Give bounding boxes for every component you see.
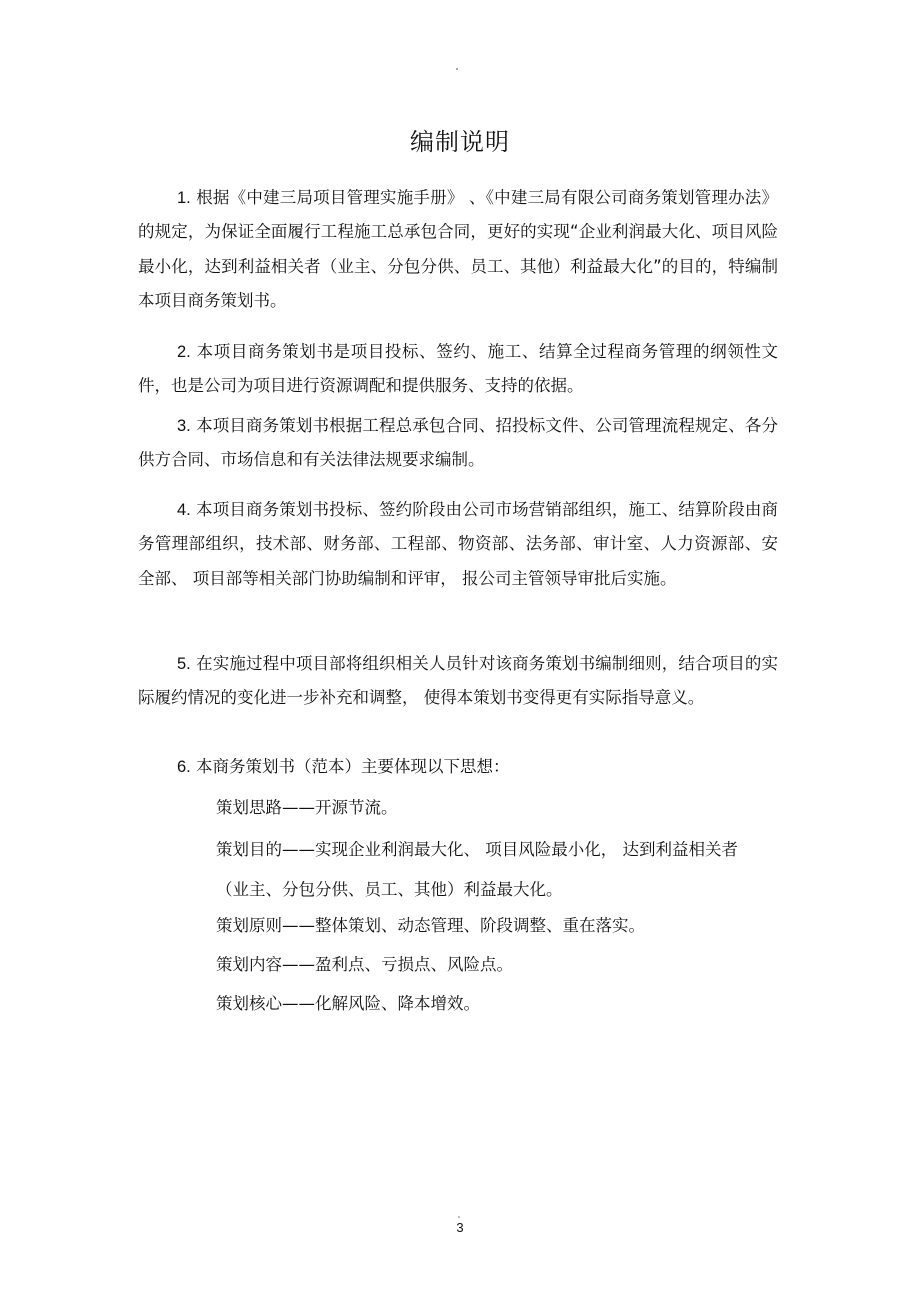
paragraph-number: 2. [177,343,191,361]
footer-mark [458,1216,460,1218]
paragraph-number: 6. [177,758,191,776]
paragraph-1 [138,181,778,319]
document-title: 编制说明 [410,128,510,156]
paragraph-text: 本项目商务策划书根据工程总承包合同、招投标文件、公司管理流程规定、各分供方合同、市场信息和有关法律法规要求编制。 [138,416,778,470]
idea-item-content: 策划内容——盈利点、亏损点、风险点。 [216,955,513,974]
paragraph-number: 1. [177,189,191,207]
paragraph-text: 根据《中建三局项目管理实施手册》 、《中建三局有限公司商务策划管理办法》的规定，为保证全面履行工程施工总承包合同，更好的实现“企业利润最大化、项目风险最小化，达到利益相关者（业主、分包分供、员工、其他）利益最大化”的目的，特编制本项目商务策划书。 [138,188,778,311]
page-number: 3 [456,1220,464,1235]
idea-item-goal-continued: （业主、分包分供、员工、其他）利益最大化。 [216,880,563,899]
paragraph-text: 本商务策划书（范本）主要体现以下思想： [196,757,510,776]
paragraph-number: 5. [177,655,191,673]
idea-item-principle: 策划原则——整体策划、动态管理、阶段调整、重在落实。 [216,916,645,935]
paragraph-2 [138,335,778,404]
header-mark [456,68,458,70]
paragraph-3 [138,409,778,478]
idea-item-goal: 策划目的——实现企业利润最大化、 项目风险最小化， 达到利益相关者 [216,840,738,859]
paragraph-5 [138,647,778,716]
paragraph-text: 本项目商务策划书投标、签约阶段由公司市场营销部组织，施工、结算阶段由商务管理部组织，技术部、财务部、工程部、物资部、法务部、审计室、人力资源部、安全部、 项目部等相关部门协助编制和评审， 报公司主管领导审批后实施。 [138,500,778,588]
paragraph-text: 本项目商务策划书是项目投标、签约、施工、结算全过程商务管理的纲领性文件，也是公司为项目进行资源调配和提供服务、支持的依据。 [138,342,779,396]
paragraph-number: 4. [177,501,191,519]
paragraph-number: 3. [177,417,191,435]
paragraph-4 [138,493,778,596]
idea-item-core: 策划核心——化解风险、降本增效。 [216,994,480,1013]
paragraph-text: 在实施过程中项目部将组织相关人员针对该商务策划书编制细则，结合项目的实际履约情况的变化进一步补充和调整， 使得本策划书变得更有实际指导意义。 [138,654,778,708]
idea-item-approach: 策划思路——开源节流。 [216,798,398,817]
paragraph-6 [138,750,778,784]
